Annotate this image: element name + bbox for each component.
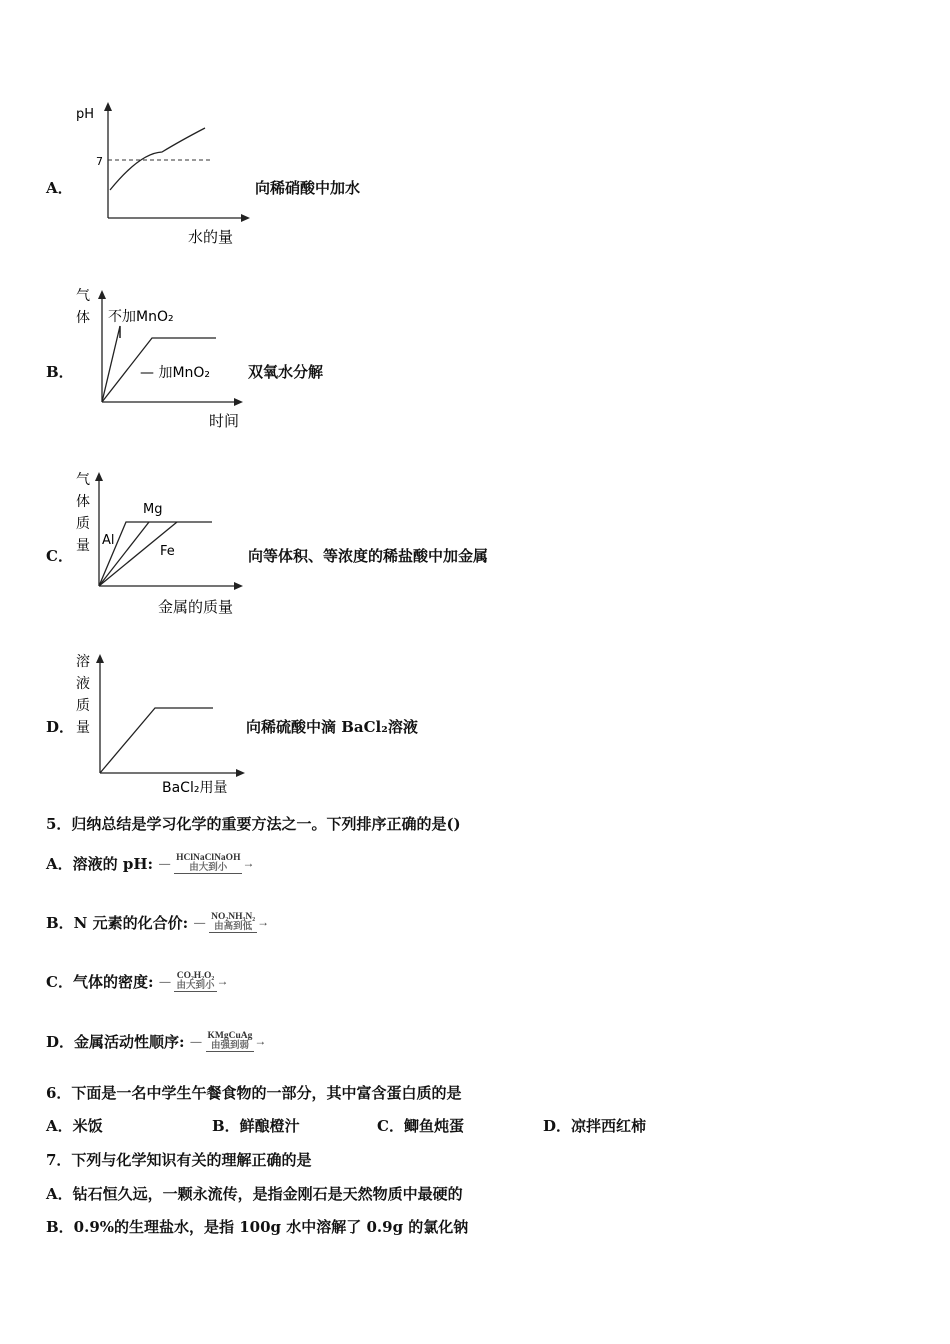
arrow-icon: → — [254, 1034, 267, 1048]
graph-d-y-label-2: 液 — [76, 676, 90, 692]
q7-option-b: B．0.9%的生理盐水，是指 100g 水中溶解了 0.9g 的氯化钠 — [46, 1218, 469, 1236]
graph-c — [70, 466, 255, 618]
q6-option-c: C．鲫鱼炖蛋 — [377, 1117, 464, 1135]
q5-a-seq-bottom: 由大到小 — [189, 863, 228, 873]
q5-option-b — [46, 912, 269, 933]
graph-a-x-arrow — [241, 214, 250, 222]
graph-b-y-label-1: 气 — [76, 288, 90, 304]
graph-d-y-arrow — [96, 654, 104, 663]
graph-c-x-arrow — [234, 582, 243, 590]
graph-b-x-arrow — [234, 398, 243, 406]
q5-option-c-sequence: — CO₂H₂O₂ 由大到小 → — [159, 971, 229, 991]
q5-option-d-text: D．金属活动性顺序: — [46, 1033, 185, 1051]
option-d-caption: 向稀硫酸中滴 BaCl₂溶液 — [246, 718, 418, 736]
option-c-letter: C． — [46, 547, 73, 565]
option-a-letter: A． — [46, 179, 73, 197]
q5-b-seq-bottom: 由高到低 — [214, 922, 253, 932]
q6-option-a: A．米饭 — [46, 1117, 103, 1135]
arrow-icon: → — [257, 915, 270, 929]
q6-stem: 6．下面是一名中学生午餐食物的一部分，其中富含蛋白质的是 — [46, 1084, 462, 1102]
graph-d-x-arrow — [236, 769, 245, 777]
option-b-caption: 双氧水分解 — [248, 363, 324, 381]
graph-c-x-label: 金属的质量 — [158, 598, 234, 616]
q5-d-seq-top: KMgCuAg — [207, 1031, 253, 1041]
graph-b-y-arrow — [98, 290, 106, 299]
q5-option-c — [46, 971, 229, 992]
graph-a-tick-7: 7 — [96, 155, 103, 168]
graph-a-curve — [110, 128, 205, 190]
graph-a-x-label: 水的量 — [188, 228, 234, 246]
graph-d-y-label-1: 溶 — [76, 654, 90, 670]
graph-c-label-al: Al — [102, 533, 115, 548]
option-d-letter: D． — [46, 718, 75, 736]
arrow-icon: → — [242, 856, 255, 870]
graph-a-y-label: pH — [76, 107, 95, 122]
arrow-icon: → — [216, 974, 229, 988]
q5-option-b-text: B．N 元素的化合价: — [46, 914, 189, 932]
option-a-caption: 向稀硝酸中加水 — [255, 179, 361, 197]
graph-c-y-arrow — [95, 472, 103, 481]
q5-option-a — [46, 853, 254, 874]
graph-c-al-line — [99, 522, 212, 586]
q7-stem: 7．下列与化学知识有关的理解正确的是 — [46, 1151, 312, 1169]
graph-d-y-label-3: 质 — [76, 698, 90, 714]
graph-d-x-label: BaCl₂用量 — [162, 780, 228, 796]
graph-c-y-label-3: 质 — [76, 516, 90, 532]
q5-d-seq-bottom: 由强到弱 — [210, 1041, 249, 1051]
q5-c-seq-bottom: 由大到小 — [176, 981, 215, 991]
graph-c-label-mg: Mg — [143, 502, 163, 517]
graph-c-mg-line — [99, 522, 149, 586]
graph-c-label-fe: Fe — [160, 544, 175, 559]
graph-b-y-label-2: 体 — [76, 310, 90, 326]
q5-option-a-sequence: — HClNaClNaOH 由大到小 → — [159, 853, 255, 873]
graph-c-y-label-1: 气 — [76, 472, 90, 488]
q5-option-d — [46, 1031, 266, 1052]
option-b-letter: B． — [46, 363, 74, 381]
q5-c-seq-top: CO₂H₂O₂ — [176, 971, 215, 981]
graph-b-x-label: 时间 — [209, 412, 240, 430]
q5-option-c-text: C．气体的密度: — [46, 973, 154, 991]
graph-b-label-mno2: — 加MnO₂ — [140, 365, 211, 381]
q5-option-d-sequence: — KMgCuAg 由强到弱 → — [190, 1031, 267, 1051]
graph-b-label-no-mno2: 不加MnO₂ — [108, 309, 174, 325]
q6-option-b: B．鲜酿橙汁 — [212, 1117, 300, 1135]
option-c-caption: 向等体积、等浓度的稀盐酸中加金属 — [248, 547, 489, 565]
graph-a — [70, 98, 255, 250]
q6-option-d: D．凉拌西红柿 — [543, 1117, 647, 1135]
q5-option-a-text: A．溶液的 pH: — [46, 855, 154, 873]
graph-d — [70, 648, 250, 798]
q5-option-b-sequence: — NO₂NH₃N₂ 由高到低 → — [194, 912, 270, 932]
graph-d-curve — [100, 708, 213, 773]
graph-c-y-label-2: 体 — [76, 494, 90, 510]
q5-b-seq-top: NO₂NH₃N₂ — [211, 912, 256, 922]
graph-a-y-arrow — [104, 102, 112, 111]
graph-b — [70, 282, 250, 432]
q5-stem: 5．归纳总结是学习化学的重要方法之一。下列排序正确的是() — [46, 815, 461, 833]
q5-a-seq-top: HClNaClNaOH — [176, 853, 241, 863]
q7-option-a: A．钻石恒久远，一颗永流传，是指金刚石是天然物质中最硬的 — [46, 1185, 463, 1203]
graph-c-y-label-4: 量 — [76, 538, 90, 554]
graph-d-y-label-4: 量 — [76, 720, 90, 736]
